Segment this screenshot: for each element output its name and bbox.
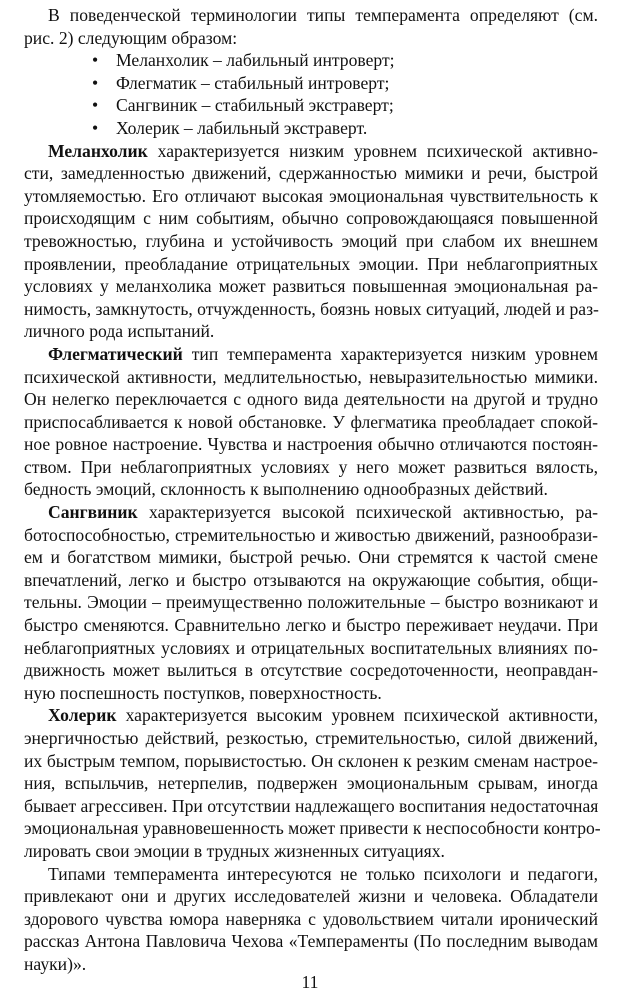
list-item: • Флегматик – стабильный интроверт; <box>92 72 390 93</box>
paragraph-line: бывает агрессивен. При отсутствии надлежащего воспитания недостаточная <box>24 795 599 816</box>
paragraph-line: утомляемостью. Его отличают высокая эмоциональная чувствительность к <box>24 185 598 206</box>
paragraph-line: здорового чувства юмора наверняка с удовольствием читали иронический <box>24 908 598 929</box>
paragraph-line: движность может вылиться в отсутствие сосредоточенности, неоправдан- <box>24 660 598 681</box>
list-item: • Меланхолик – лабильный интроверт; <box>92 50 395 71</box>
paragraph-line: их быстрым темпом, порывистостью. Он склонен к резким сменам настрое- <box>24 750 598 771</box>
paragraph-line: нимость, замкнутость, отчужденность, боязнь новых ситуаций, людей и раз- <box>24 298 599 319</box>
intro-line-1: В поведенческой терминологии типы темперамента определяют (см. <box>48 5 598 25</box>
term-sanguine: Сангвиник <box>48 502 138 523</box>
melancholic-paragraph <box>24 140 598 343</box>
intro-paragraph <box>24 4 598 49</box>
document-page <box>24 4 601 976</box>
paragraph-line: быстро сменяются. Сравнительно легко и быстро переживает неудачи. При <box>24 615 598 636</box>
phlegmatic-paragraph <box>24 343 598 501</box>
paragraph-line: неблагоприятных условиях и отрицательных воспитательных влияниях по- <box>24 637 598 658</box>
temperament-type-list <box>24 49 598 139</box>
intro-line-2: рис. 2) следующим образом: <box>24 27 238 48</box>
paragraph-line: науки)». <box>24 953 87 974</box>
paragraph-line: тревожностью, глубина и устойчивость эмоций при слабом их внешнем <box>24 230 598 251</box>
list-item: • Сангвиник – стабильный экстраверт; <box>92 95 394 116</box>
paragraph-line: условиях у меланхолика может развиться повышенная эмоциональная ра- <box>24 276 598 297</box>
term-melancholic: Меланхолик <box>48 140 148 161</box>
choleric-paragraph <box>24 704 601 862</box>
paragraph-line: рассказ Антона Павловича Чехова «Темпераменты (По последним выводам <box>24 931 598 952</box>
page-number: 11 <box>301 972 319 992</box>
paragraph-line: приспосабливается к новой обстановке. У флегматика преобладает спокой- <box>24 411 598 432</box>
paragraph-line: Меланхолик характеризуется низким уровнем психической активно- <box>48 140 598 161</box>
paragraph-line: энергичностью действий, резкостью, стремительностью, силой движений, <box>24 728 598 748</box>
paragraph-line: ством. При неблагоприятных условиях у него может развиться вялость, <box>24 456 598 477</box>
term-phlegmatic: Флегматический <box>48 343 183 364</box>
paragraph-line: Типами темперамента интересуются не только психологи и педагоги, <box>48 863 598 884</box>
bullet-icon: • <box>92 72 99 93</box>
paragraph-line: происходящим с ним событиям, обычно сопровождающаяся повышенной <box>24 208 598 229</box>
paragraph-line: впечатлений, легко и быстро отзываются на окружающие события, общи- <box>24 569 598 590</box>
sanguine-paragraph <box>24 501 598 704</box>
paragraph-line: привлекают они и других исследователей жизни и человека. Обладатели <box>24 886 598 907</box>
paragraph-line: ем и богатством мимики, быстрой речью. Они стремятся к частой смене <box>24 547 598 568</box>
paragraph-line: бедность эмоций, склонность к выполнению однообразных действий. <box>24 479 548 500</box>
paragraph-line: проявлении, преобладание отрицательных эмоции. При неблагоприятных <box>24 253 598 274</box>
paragraph-line: сти, замедленностью движений, сдержанностью мимики и речи, быстрой <box>24 163 598 184</box>
bullet-icon: • <box>92 117 99 138</box>
paragraph-line: лировать свои эмоции в трудных жизненных ситуациях. <box>24 840 445 861</box>
paragraph-line: ную поспешность поступков, поверхностность. <box>24 682 382 703</box>
paragraph-line: тельны. Эмоции – преимущественно положительные – быстро возникают и <box>24 592 598 613</box>
paragraph-line: Холерик характеризуется высоким уровнем психической активности, <box>48 705 598 726</box>
bullet-icon: • <box>92 95 99 116</box>
paragraph-line: ния, вспыльчив, нетерпелив, подвержен эмоциональным срывам, иногда <box>24 773 598 794</box>
bullet-icon: • <box>92 50 99 71</box>
term-choleric: Холерик <box>48 705 117 726</box>
paragraph-line: личного рода испытаний. <box>24 321 215 342</box>
paragraph-line: Он нелегко переключается с одного вида деятельности на другой и трудно <box>24 389 598 410</box>
paragraph-line: Флегматический тип темперамента характеризуется низким уровнем <box>48 343 598 364</box>
paragraph-line: Сангвиник характеризуется высокой психической активностью, ра- <box>48 502 598 523</box>
paragraph-line: ботоспособностью, стремительностью и живостью движений, разнообрази- <box>24 524 598 545</box>
paragraph-line: психической активности, медлительностью, невыразительностью мимики. <box>24 366 598 387</box>
paragraph-line: ное ровное настроение. Чувства и настроения обычно отличаются постоян- <box>24 434 598 455</box>
paragraph-line: эмоциональная уравновешенность может привести к неспособности контро- <box>24 818 601 839</box>
closing-paragraph <box>24 863 598 976</box>
list-item: • Холерик – лабильный экстраверт. <box>92 117 368 138</box>
